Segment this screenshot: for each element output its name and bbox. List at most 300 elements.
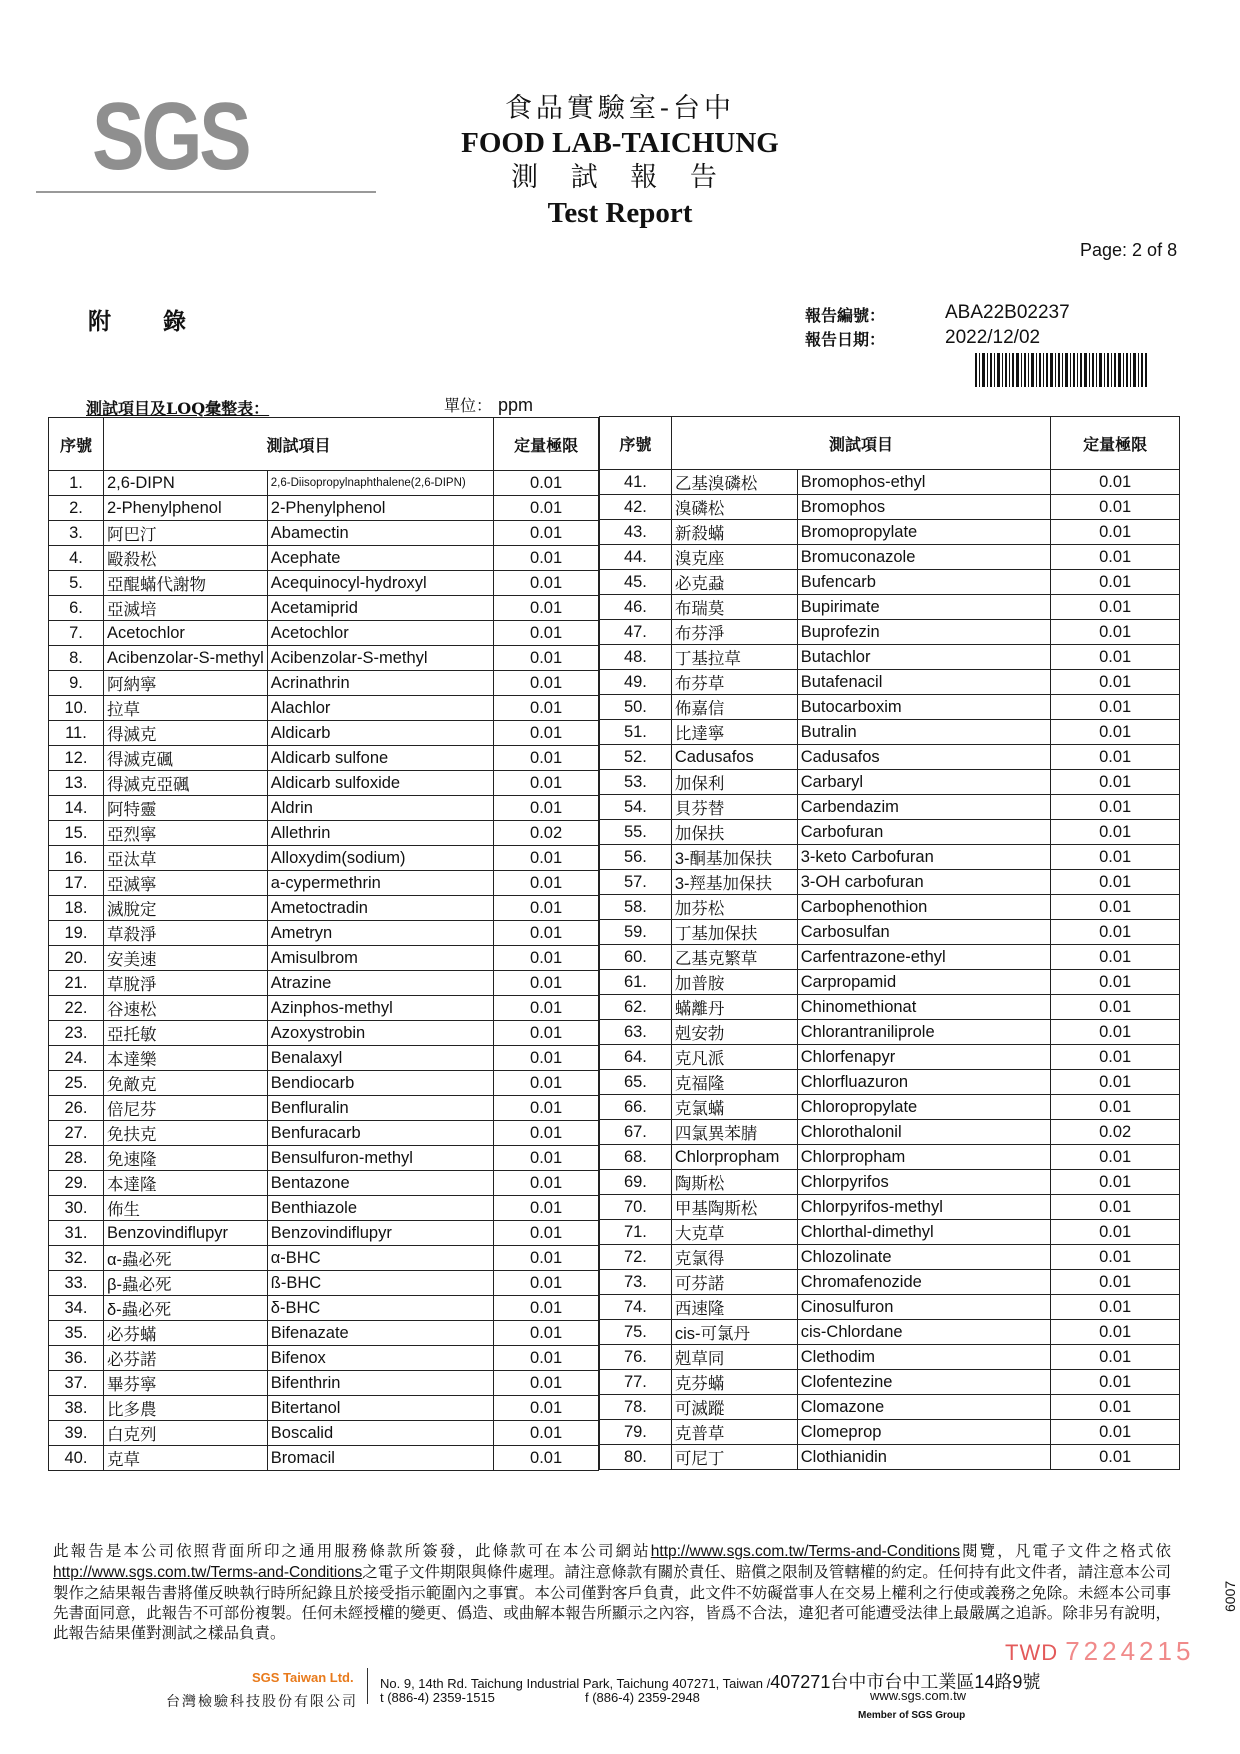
row-loq: 0.01 bbox=[1051, 495, 1180, 520]
row-name-en: Bentazone bbox=[267, 1171, 493, 1196]
row-seq: 79. bbox=[600, 1420, 672, 1445]
row-name-en: Benthiazole bbox=[267, 1196, 493, 1221]
disclaimer-part1: 此報告是本公司依照背面所印之通用服務條款所簽發，此條款可在本公司網站 bbox=[53, 1542, 651, 1560]
disclaimer-part2: 閱覽，凡電子文件之格式依 bbox=[960, 1542, 1171, 1560]
row-loq: 0.01 bbox=[1051, 1420, 1180, 1445]
row-name-en: Clothianidin bbox=[797, 1445, 1051, 1470]
row-name-zh: 新殺蟎 bbox=[671, 520, 797, 545]
row-name-en: Bromopropylate bbox=[797, 520, 1051, 545]
row-loq: 0.01 bbox=[494, 721, 599, 746]
row-seq: 8. bbox=[49, 646, 104, 671]
row-seq: 24. bbox=[49, 1046, 104, 1071]
row-name-en: Chromafenozide bbox=[797, 1270, 1051, 1295]
row-name-en: Butocarboxim bbox=[797, 695, 1051, 720]
table-row bbox=[600, 720, 1180, 745]
table-row bbox=[600, 845, 1180, 870]
row-loq: 0.01 bbox=[1051, 745, 1180, 770]
row-loq: 0.01 bbox=[494, 471, 599, 496]
row-name-en: a-cypermethrin bbox=[267, 871, 493, 896]
row-loq: 0.01 bbox=[1051, 1395, 1180, 1420]
table-row bbox=[600, 545, 1180, 570]
row-name-zh: 阿特靈 bbox=[103, 796, 267, 821]
row-loq: 0.01 bbox=[494, 921, 599, 946]
row-loq: 0.01 bbox=[1051, 670, 1180, 695]
row-seq: 70. bbox=[600, 1195, 672, 1220]
row-name-zh: 佈生 bbox=[103, 1196, 267, 1221]
row-name-zh: 亞托敏 bbox=[103, 1021, 267, 1046]
row-loq: 0.01 bbox=[494, 621, 599, 646]
row-name-en: Butralin bbox=[797, 720, 1051, 745]
row-name-zh: 佈嘉信 bbox=[671, 695, 797, 720]
table-row bbox=[600, 1145, 1180, 1170]
row-loq: 0.01 bbox=[494, 771, 599, 796]
table-row bbox=[49, 571, 599, 596]
barcode bbox=[975, 353, 1147, 387]
row-loq: 0.01 bbox=[1051, 1045, 1180, 1070]
table-row bbox=[49, 996, 599, 1021]
report-meta-values bbox=[945, 300, 1070, 350]
row-name-en: Chlorantraniliprole bbox=[797, 1020, 1051, 1045]
row-loq: 0.01 bbox=[494, 1196, 599, 1221]
row-seq: 28. bbox=[49, 1146, 104, 1171]
row-seq: 35. bbox=[49, 1321, 104, 1346]
unit-line bbox=[444, 393, 533, 416]
row-name-en: Cinosulfuron bbox=[797, 1295, 1051, 1320]
row-loq: 0.01 bbox=[494, 596, 599, 621]
row-name-zh: 比達寧 bbox=[671, 720, 797, 745]
row-name-zh: δ-蟲必死 bbox=[103, 1296, 267, 1321]
report-header bbox=[430, 92, 810, 230]
row-seq: 34. bbox=[49, 1296, 104, 1321]
row-seq: 4. bbox=[49, 546, 104, 571]
table-row bbox=[49, 1196, 599, 1221]
table-row bbox=[600, 795, 1180, 820]
row-seq: 58. bbox=[600, 895, 672, 920]
row-seq: 52. bbox=[600, 745, 672, 770]
row-loq: 0.01 bbox=[1051, 770, 1180, 795]
row-name-en: Bifenox bbox=[267, 1346, 493, 1371]
terms-link-2[interactable]: http://www.sgs.com.tw/Terms-and-Conditions bbox=[53, 1564, 363, 1581]
row-loq: 0.02 bbox=[1051, 1120, 1180, 1145]
row-name-en: Bitertanol bbox=[267, 1396, 493, 1421]
row-name-en: Benfluralin bbox=[267, 1096, 493, 1121]
col-seq: 序號 bbox=[600, 417, 672, 470]
row-seq: 36. bbox=[49, 1346, 104, 1371]
lab-name-en: FOOD LAB-TAICHUNG bbox=[461, 127, 779, 159]
row-seq: 1. bbox=[49, 471, 104, 496]
table-row bbox=[49, 671, 599, 696]
row-loq: 0.01 bbox=[494, 896, 599, 921]
row-seq: 51. bbox=[600, 720, 672, 745]
row-seq: 53. bbox=[600, 770, 672, 795]
row-name-zh: 免敵克 bbox=[103, 1071, 267, 1096]
disclaimer bbox=[53, 1541, 1171, 1643]
table-row bbox=[49, 1021, 599, 1046]
row-loq: 0.01 bbox=[1051, 720, 1180, 745]
row-loq: 0.01 bbox=[494, 946, 599, 971]
table-row bbox=[49, 971, 599, 996]
row-loq: 0.01 bbox=[1051, 870, 1180, 895]
row-name-en: Bifenthrin bbox=[267, 1371, 493, 1396]
row-name-en: Chlorothalonil bbox=[797, 1120, 1051, 1145]
row-name-zh: 貝芬替 bbox=[671, 795, 797, 820]
row-seq: 61. bbox=[600, 970, 672, 995]
row-name-en: Chloropropylate bbox=[797, 1095, 1051, 1120]
row-loq: 0.01 bbox=[1051, 795, 1180, 820]
row-name-en: Allethrin bbox=[267, 821, 493, 846]
row-name-zh: 比多農 bbox=[103, 1396, 267, 1421]
row-name-zh: 3-羥基加保扶 bbox=[671, 870, 797, 895]
row-seq: 65. bbox=[600, 1070, 672, 1095]
report-date-label: 報告日期： bbox=[805, 330, 886, 349]
row-name-zh: 四氯異苯腈 bbox=[671, 1120, 797, 1145]
row-name-zh: 得滅克亞碸 bbox=[103, 771, 267, 796]
footer-divider bbox=[367, 1668, 368, 1704]
row-name-en: Benalaxyl bbox=[267, 1046, 493, 1071]
table-row bbox=[49, 796, 599, 821]
row-name-en: ß-BHC bbox=[267, 1271, 493, 1296]
row-name-zh: 大克草 bbox=[671, 1220, 797, 1245]
row-name-zh: 阿納寧 bbox=[103, 671, 267, 696]
table-row bbox=[49, 471, 599, 496]
row-seq: 66. bbox=[600, 1095, 672, 1120]
row-seq: 22. bbox=[49, 996, 104, 1021]
row-seq: 12. bbox=[49, 746, 104, 771]
table-row bbox=[49, 621, 599, 646]
row-seq: 78. bbox=[600, 1395, 672, 1420]
row-loq: 0.01 bbox=[494, 1446, 599, 1471]
row-seq: 71. bbox=[600, 1220, 672, 1245]
row-seq: 31. bbox=[49, 1221, 104, 1246]
row-seq: 64. bbox=[600, 1045, 672, 1070]
row-loq: 0.01 bbox=[1051, 1095, 1180, 1120]
row-name-en: Clofentezine bbox=[797, 1370, 1051, 1395]
table-row bbox=[49, 1446, 599, 1471]
row-seq: 50. bbox=[600, 695, 672, 720]
loq-table-right bbox=[599, 416, 1180, 1470]
row-name-en: Carpropamid bbox=[797, 970, 1051, 995]
table-row bbox=[600, 670, 1180, 695]
row-loq: 0.01 bbox=[1051, 470, 1180, 495]
table-row bbox=[49, 1396, 599, 1421]
row-name-zh: 克草 bbox=[103, 1446, 267, 1471]
row-seq: 63. bbox=[600, 1020, 672, 1045]
row-loq: 0.01 bbox=[494, 746, 599, 771]
row-seq: 25. bbox=[49, 1071, 104, 1096]
row-loq: 0.01 bbox=[494, 546, 599, 571]
serial-digits: 7224215 bbox=[1065, 1636, 1195, 1666]
row-name-zh: 克氯得 bbox=[671, 1245, 797, 1270]
row-name-en: Bifenazate bbox=[267, 1321, 493, 1346]
table-row bbox=[600, 820, 1180, 845]
row-seq: 30. bbox=[49, 1196, 104, 1221]
page-number: Page: 2 of 8 bbox=[1080, 240, 1178, 260]
table-row bbox=[49, 1146, 599, 1171]
row-name-zh: 本達樂 bbox=[103, 1046, 267, 1071]
row-seq: 75. bbox=[600, 1320, 672, 1345]
row-name-en: Benfuracarb bbox=[267, 1121, 493, 1146]
row-name-zh: 本達隆 bbox=[103, 1171, 267, 1196]
row-name-en: Acetochlor bbox=[267, 621, 493, 646]
report-title-zh: 測 試 報 告 bbox=[511, 162, 729, 193]
row-name-en: Alachlor bbox=[267, 696, 493, 721]
table-row bbox=[49, 1071, 599, 1096]
row-name-en: Butafenacil bbox=[797, 670, 1051, 695]
row-name-zh: Benzovindiflupyr bbox=[103, 1221, 267, 1246]
row-name-en: Aldrin bbox=[267, 796, 493, 821]
row-seq: 69. bbox=[600, 1170, 672, 1195]
row-name-en: Bendiocarb bbox=[267, 1071, 493, 1096]
row-loq: 0.01 bbox=[494, 871, 599, 896]
row-loq: 0.01 bbox=[1051, 1220, 1180, 1245]
telephone: t (886-4) 2359-1515 bbox=[380, 1690, 495, 1705]
row-name-en: Carbofuran bbox=[797, 820, 1051, 845]
table-row bbox=[600, 1270, 1180, 1295]
row-name-zh: 溴磷松 bbox=[671, 495, 797, 520]
table-row bbox=[600, 1345, 1180, 1370]
row-name-en: Bromacil bbox=[267, 1446, 493, 1471]
row-loq: 0.01 bbox=[1051, 620, 1180, 645]
table-row bbox=[600, 1170, 1180, 1195]
row-seq: 23. bbox=[49, 1021, 104, 1046]
row-name-zh: 必克蝨 bbox=[671, 570, 797, 595]
row-seq: 72. bbox=[600, 1245, 672, 1270]
table-row bbox=[49, 496, 599, 521]
row-loq: 0.01 bbox=[494, 1396, 599, 1421]
row-name-en: Carbosulfan bbox=[797, 920, 1051, 945]
row-name-zh: 剋安勃 bbox=[671, 1020, 797, 1045]
table-row bbox=[600, 645, 1180, 670]
row-seq: 40. bbox=[49, 1446, 104, 1471]
row-loq: 0.01 bbox=[1051, 695, 1180, 720]
row-name-en: Clomazone bbox=[797, 1395, 1051, 1420]
table-row bbox=[49, 1046, 599, 1071]
table-row bbox=[49, 921, 599, 946]
row-name-en: α-BHC bbox=[267, 1246, 493, 1271]
row-seq: 37. bbox=[49, 1371, 104, 1396]
row-name-en: Chlorpyrifos-methyl bbox=[797, 1195, 1051, 1220]
table-row bbox=[600, 1195, 1180, 1220]
row-loq: 0.01 bbox=[494, 796, 599, 821]
row-loq: 0.01 bbox=[1051, 1145, 1180, 1170]
row-seq: 59. bbox=[600, 920, 672, 945]
row-name-zh: 加普胺 bbox=[671, 970, 797, 995]
table-row bbox=[600, 1370, 1180, 1395]
row-seq: 45. bbox=[600, 570, 672, 595]
table-row bbox=[600, 1245, 1180, 1270]
row-name-en: Ametoctradin bbox=[267, 896, 493, 921]
row-name-zh: 毆殺松 bbox=[103, 546, 267, 571]
row-seq: 3. bbox=[49, 521, 104, 546]
table-row bbox=[49, 1246, 599, 1271]
row-seq: 62. bbox=[600, 995, 672, 1020]
row-name-zh: 可芬諾 bbox=[671, 1270, 797, 1295]
row-loq: 0.01 bbox=[1051, 645, 1180, 670]
row-loq: 0.01 bbox=[1051, 545, 1180, 570]
row-name-zh: 3-酮基加保扶 bbox=[671, 845, 797, 870]
row-loq: 0.01 bbox=[494, 971, 599, 996]
member-note: Member of SGS Group bbox=[858, 1710, 966, 1721]
col-item: 測試項目 bbox=[671, 417, 1050, 470]
row-name-zh: 加芬松 bbox=[671, 895, 797, 920]
table-row bbox=[600, 895, 1180, 920]
row-name-en: Benzovindiflupyr bbox=[267, 1221, 493, 1246]
row-loq: 0.01 bbox=[1051, 1320, 1180, 1345]
row-loq: 0.01 bbox=[1051, 970, 1180, 995]
table-row bbox=[49, 746, 599, 771]
row-seq: 80. bbox=[600, 1445, 672, 1470]
row-loq: 0.01 bbox=[1051, 595, 1180, 620]
row-name-en: Carfentrazone-ethyl bbox=[797, 945, 1051, 970]
row-name-zh: 亞醌蟎代謝物 bbox=[103, 571, 267, 596]
table-row bbox=[49, 1171, 599, 1196]
col-seq: 序號 bbox=[49, 418, 104, 471]
row-name-zh: 草脫淨 bbox=[103, 971, 267, 996]
table-row bbox=[600, 1220, 1180, 1245]
table-title: 測試項目及LOQ彙整表： bbox=[86, 399, 270, 418]
table-row bbox=[49, 871, 599, 896]
row-seq: 55. bbox=[600, 820, 672, 845]
row-name-zh: 克福隆 bbox=[671, 1070, 797, 1095]
table-row bbox=[49, 596, 599, 621]
row-seq: 27. bbox=[49, 1121, 104, 1146]
row-loq: 0.01 bbox=[1051, 845, 1180, 870]
row-seq: 46. bbox=[600, 595, 672, 620]
row-name-en: 3-keto Carbofuran bbox=[797, 845, 1051, 870]
row-name-zh: 甲基陶斯松 bbox=[671, 1195, 797, 1220]
lab-name-zh: 食品實驗室-台中 bbox=[504, 93, 736, 124]
row-name-en: Acibenzolar-S-methyl bbox=[267, 646, 493, 671]
report-date: 2022/12/02 bbox=[945, 327, 1041, 348]
row-name-zh: 布瑞莫 bbox=[671, 595, 797, 620]
row-loq: 0.01 bbox=[494, 521, 599, 546]
serial-prefix: TWD bbox=[1005, 1640, 1059, 1665]
row-seq: 56. bbox=[600, 845, 672, 870]
row-name-en: Carbophenothion bbox=[797, 895, 1051, 920]
row-loq: 0.01 bbox=[1051, 995, 1180, 1020]
row-loq: 0.01 bbox=[494, 1271, 599, 1296]
row-seq: 49. bbox=[600, 670, 672, 695]
address-en: No. 9, 14th Rd. Taichung Industrial Park, Taichung 407271, Taiwan / bbox=[380, 1676, 771, 1691]
row-loq: 0.01 bbox=[1051, 1070, 1180, 1095]
row-loq: 0.01 bbox=[1051, 1295, 1180, 1320]
row-seq: 16. bbox=[49, 846, 104, 871]
row-name-zh: Acetochlor bbox=[103, 621, 267, 646]
address-zh: 407271台中市台中工業區14路9號 bbox=[770, 1672, 1041, 1692]
table-row bbox=[600, 970, 1180, 995]
table-row bbox=[49, 771, 599, 796]
row-loq: 0.01 bbox=[494, 1096, 599, 1121]
row-loq: 0.01 bbox=[494, 496, 599, 521]
table-row bbox=[600, 1095, 1180, 1120]
row-name-zh: 西速隆 bbox=[671, 1295, 797, 1320]
row-name-zh: 安美速 bbox=[103, 946, 267, 971]
table-row bbox=[49, 1121, 599, 1146]
row-name-en: Acephate bbox=[267, 546, 493, 571]
row-loq: 0.01 bbox=[494, 1146, 599, 1171]
table-row bbox=[49, 521, 599, 546]
row-loq: 0.01 bbox=[494, 1321, 599, 1346]
table-row bbox=[600, 1045, 1180, 1070]
row-seq: 20. bbox=[49, 946, 104, 971]
serial-number bbox=[1005, 1636, 1194, 1667]
row-name-zh: 加保利 bbox=[671, 770, 797, 795]
row-name-en: Buprofezin bbox=[797, 620, 1051, 645]
sgs-logo bbox=[92, 83, 272, 195]
col-loq: 定量極限 bbox=[494, 418, 599, 471]
row-name-zh: 得滅克碸 bbox=[103, 746, 267, 771]
row-seq: 43. bbox=[600, 520, 672, 545]
row-loq: 0.01 bbox=[1051, 520, 1180, 545]
row-name-en: Amisulbrom bbox=[267, 946, 493, 971]
table-row bbox=[49, 546, 599, 571]
company-name-zh: 台灣檢驗科技股份有限公司 bbox=[166, 1694, 358, 1710]
row-seq: 2. bbox=[49, 496, 104, 521]
row-name-zh: 草殺淨 bbox=[103, 921, 267, 946]
logo-underline bbox=[36, 191, 376, 193]
row-loq: 0.01 bbox=[494, 1346, 599, 1371]
terms-link-1[interactable]: http://www.sgs.com.tw/Terms-and-Conditions bbox=[650, 1543, 961, 1560]
row-seq: 9. bbox=[49, 671, 104, 696]
table-row bbox=[600, 770, 1180, 795]
row-seq: 26. bbox=[49, 1096, 104, 1121]
row-loq: 0.01 bbox=[1051, 1245, 1180, 1270]
col-loq: 定量極限 bbox=[1051, 417, 1180, 470]
row-seq: 54. bbox=[600, 795, 672, 820]
row-name-zh: 克氯蟎 bbox=[671, 1095, 797, 1120]
table-row bbox=[600, 470, 1180, 495]
website[interactable]: www.sgs.com.tw bbox=[870, 1688, 967, 1703]
row-seq: 13. bbox=[49, 771, 104, 796]
row-name-en: Chlozolinate bbox=[797, 1245, 1051, 1270]
row-seq: 6. bbox=[49, 596, 104, 621]
row-name-en: Atrazine bbox=[267, 971, 493, 996]
row-seq: 42. bbox=[600, 495, 672, 520]
table-row bbox=[49, 696, 599, 721]
unit-value: ppm bbox=[498, 395, 534, 415]
row-name-en: Acetamiprid bbox=[267, 596, 493, 621]
row-name-zh: β-蟲必死 bbox=[103, 1271, 267, 1296]
table-row bbox=[49, 1096, 599, 1121]
row-seq: 17. bbox=[49, 871, 104, 896]
col-item: 測試項目 bbox=[103, 418, 493, 471]
row-name-zh: 溴克座 bbox=[671, 545, 797, 570]
row-name-en: Bromophos-ethyl bbox=[797, 470, 1051, 495]
row-name-zh: 乙基克繁草 bbox=[671, 945, 797, 970]
row-loq: 0.01 bbox=[1051, 895, 1180, 920]
row-loq: 0.01 bbox=[1051, 1020, 1180, 1045]
row-seq: 77. bbox=[600, 1370, 672, 1395]
row-seq: 48. bbox=[600, 645, 672, 670]
row-name-en: Butachlor bbox=[797, 645, 1051, 670]
table-row bbox=[49, 1221, 599, 1246]
row-seq: 73. bbox=[600, 1270, 672, 1295]
table-row bbox=[49, 821, 599, 846]
row-name-en: 2-Phenylphenol bbox=[267, 496, 493, 521]
row-loq: 0.01 bbox=[494, 1221, 599, 1246]
row-name-zh: Acibenzolar-S-methyl bbox=[103, 646, 267, 671]
table-row bbox=[600, 1420, 1180, 1445]
report-no-label: 報告編號： bbox=[805, 306, 886, 325]
row-name-zh: 免扶克 bbox=[103, 1121, 267, 1146]
row-name-en: Aldicarb bbox=[267, 721, 493, 746]
table-row bbox=[49, 1321, 599, 1346]
table-row bbox=[49, 1421, 599, 1446]
row-name-zh: 乙基溴磷松 bbox=[671, 470, 797, 495]
row-name-zh: 白克列 bbox=[103, 1421, 267, 1446]
table-row bbox=[49, 896, 599, 921]
row-seq: 5. bbox=[49, 571, 104, 596]
